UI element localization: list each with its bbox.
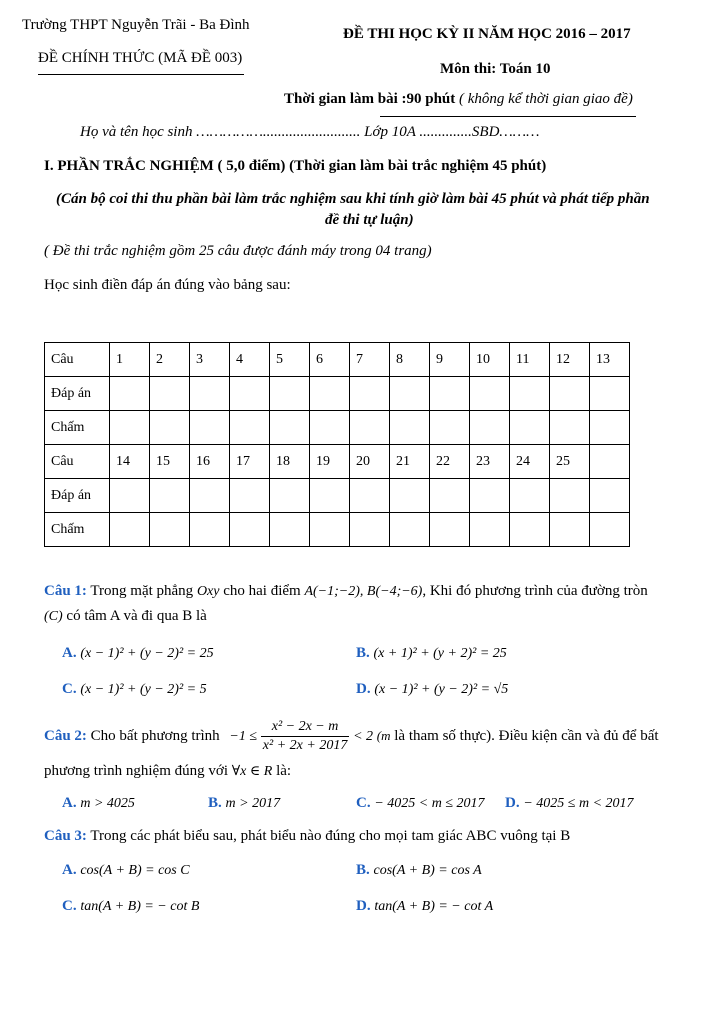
grade-cell: [470, 411, 510, 445]
header-cell: Câu: [45, 445, 110, 479]
question-text: Trong các phát biểu sau, phát biểu nào đúng cho mọi tam giác ABC vuông tại B: [90, 828, 571, 844]
question-number-cell: 4: [230, 343, 270, 377]
question-label: Câu 2:: [44, 727, 87, 744]
answer-cell[interactable]: [190, 479, 230, 513]
question-number-cell: 5: [270, 343, 310, 377]
answer-cell[interactable]: [310, 377, 350, 411]
math-expr: ∀x ∈ R: [231, 764, 273, 779]
grade-cell: [270, 513, 310, 547]
fraction-numerator: x² − 2x − m: [261, 718, 350, 737]
section-title: I. PHẦN TRẮC NGHIỆM ( 5,0 điểm) (Thời gian làm bài trắc nghiệm 45 phút): [44, 158, 547, 174]
question-2: [44, 718, 659, 755]
question-number-cell: 11: [510, 343, 550, 377]
question-3: [44, 828, 570, 845]
fraction-denominator: x² + 2x + 2017: [262, 738, 348, 753]
question-label: Câu 3:: [44, 828, 87, 844]
option-key: C.: [356, 795, 371, 811]
grade-cell: [150, 411, 190, 445]
option-d[interactable]: [356, 681, 508, 698]
answer-cell[interactable]: [550, 479, 590, 513]
option-key: C.: [62, 898, 77, 914]
question-number-cell: 12: [550, 343, 590, 377]
option-key: D.: [356, 898, 371, 914]
page-note: ( Đề thi trắc nghiệm gồm 25 câu được đánh máy trong 04 trang): [44, 243, 432, 259]
option-key: B.: [356, 862, 370, 878]
grade-cell: [350, 513, 390, 547]
option-expr: cos(A + B) = cos C: [80, 863, 190, 878]
option-key: B.: [356, 645, 370, 661]
option-key: D.: [356, 681, 371, 697]
answer-cell[interactable]: [350, 479, 390, 513]
question-text: Trong mặt phẳng: [90, 583, 194, 599]
header-cell: Câu: [45, 343, 110, 377]
option-c[interactable]: [62, 681, 207, 698]
option-key: C.: [62, 681, 77, 697]
question-number-cell: 2: [150, 343, 190, 377]
grade-cell: [230, 513, 270, 547]
grade-cell: [510, 411, 550, 445]
option-expr: (x − 1)² + (y − 2)² = 25: [80, 646, 214, 661]
grade-cell: [390, 411, 430, 445]
question-text: có tâm A và đi qua B là: [66, 608, 207, 624]
grade-cell: [550, 411, 590, 445]
math-expr: −1 ≤: [229, 728, 258, 744]
grade-cell: [190, 513, 230, 547]
answer-table: [44, 342, 630, 547]
question-1-line-2: [44, 608, 207, 625]
student-info-line: Họ và tên học sinh …………….......................... Lớp 10A ..............SBD………: [80, 124, 540, 140]
math-expr: A(−1;−2), B(−4;−6): [304, 584, 423, 599]
answer-cell[interactable]: [590, 479, 630, 513]
question-1: [44, 583, 648, 600]
official-label: ĐỀ CHÍNH THỨC (MÃ ĐỀ 003): [38, 50, 243, 66]
question-number-cell: 24: [510, 445, 550, 479]
time-note: ( không kể thời gian giao đề): [459, 91, 633, 107]
header-cell: Đáp án: [45, 377, 110, 411]
question-number-cell: 7: [350, 343, 390, 377]
answer-cell[interactable]: [110, 479, 150, 513]
answer-cell[interactable]: [470, 377, 510, 411]
option-expr: tan(A + B) = − cot B: [80, 899, 200, 914]
question-number-cell: 13: [590, 343, 630, 377]
divider-left: [38, 74, 244, 75]
answer-cell[interactable]: [590, 377, 630, 411]
option-d[interactable]: [356, 898, 493, 915]
table-row: [45, 411, 630, 445]
question-label: Câu 1:: [44, 583, 87, 599]
math-expr: < 2: [353, 728, 374, 744]
question-number-cell: 3: [190, 343, 230, 377]
section-note-1: (Cán bộ coi thi thu phần bài làm trắc nghiệm sau khi tính giờ làm bài 45 phút và phát tiếp phần: [56, 191, 650, 207]
question-number-cell: 9: [430, 343, 470, 377]
grade-cell: [310, 411, 350, 445]
option-key: A.: [62, 795, 77, 811]
instruction: Học sinh điền đáp án đúng vào bảng sau:: [44, 277, 291, 293]
question-number-cell: 25: [550, 445, 590, 479]
question-number-cell: 22: [430, 445, 470, 479]
question-text: , Khi đó phương trình của đường tròn: [422, 583, 648, 599]
question-text: Cho bất phương trình: [90, 727, 220, 744]
grade-cell: [350, 411, 390, 445]
grade-cell: [110, 411, 150, 445]
option-expr: m > 4025: [80, 796, 135, 811]
question-number-cell: 1: [110, 343, 150, 377]
option-c[interactable]: [356, 795, 485, 812]
school-name: Trường THPT Nguyễn Trãi - Ba Đình: [22, 17, 250, 33]
answer-cell[interactable]: [150, 479, 190, 513]
grade-cell: [590, 411, 630, 445]
answer-cell[interactable]: [430, 377, 470, 411]
grade-cell: [590, 513, 630, 547]
question-number-cell: 16: [190, 445, 230, 479]
option-b[interactable]: [356, 645, 507, 662]
answer-cell[interactable]: [350, 377, 390, 411]
exam-time: [284, 91, 633, 108]
question-number-cell: 10: [470, 343, 510, 377]
option-c[interactable]: [62, 898, 199, 915]
question-number-cell: [590, 445, 630, 479]
option-a[interactable]: [62, 795, 135, 812]
answer-cell[interactable]: [230, 377, 270, 411]
table-row: [45, 479, 630, 513]
fraction: [261, 718, 350, 755]
header-cell: Chấm: [45, 513, 110, 547]
option-expr: − 4025 < m ≤ 2017: [374, 796, 485, 811]
answer-cell[interactable]: [270, 377, 310, 411]
grade-cell: [150, 513, 190, 547]
option-a[interactable]: [62, 862, 190, 879]
option-a[interactable]: [62, 645, 214, 662]
grade-cell: [510, 513, 550, 547]
table-row: [45, 343, 630, 377]
answer-cell[interactable]: [110, 377, 150, 411]
question-number-cell: 20: [350, 445, 390, 479]
exam-title: ĐỀ THI HỌC KỲ II NĂM HỌC 2016 – 2017: [343, 26, 631, 42]
option-key: A.: [62, 862, 77, 878]
question-text: cho hai điểm: [223, 583, 301, 599]
table-row: [45, 513, 630, 547]
answer-cell[interactable]: [190, 377, 230, 411]
grade-cell: [430, 411, 470, 445]
answer-cell[interactable]: [430, 479, 470, 513]
grade-cell: [390, 513, 430, 547]
math-expr: (m: [376, 727, 391, 743]
answer-cell[interactable]: [510, 479, 550, 513]
question-number-cell: 21: [390, 445, 430, 479]
question-number-cell: 19: [310, 445, 350, 479]
header-cell: Đáp án: [45, 479, 110, 513]
answer-cell[interactable]: [390, 479, 430, 513]
option-expr: cos(A + B) = cos A: [373, 863, 482, 878]
option-key: D.: [505, 795, 520, 811]
question-text: phương trình nghiệm đúng với: [44, 763, 228, 779]
grade-cell: [430, 513, 470, 547]
question-text: là:: [276, 763, 292, 779]
option-d[interactable]: [505, 795, 634, 812]
question-number-cell: 23: [470, 445, 510, 479]
answer-cell[interactable]: [150, 377, 190, 411]
answer-cell[interactable]: [310, 479, 350, 513]
question-number-cell: 8: [390, 343, 430, 377]
option-key: B.: [208, 795, 222, 811]
grade-cell: [110, 513, 150, 547]
grade-cell: [230, 411, 270, 445]
option-b[interactable]: [208, 795, 280, 812]
question-text: là tham số thực). Điều kiện cần và đủ để bất: [394, 727, 659, 744]
subject: Môn thi: Toán 10: [440, 61, 551, 77]
divider-right: [380, 116, 636, 117]
grade-cell: [310, 513, 350, 547]
question-number-cell: 14: [110, 445, 150, 479]
math-expr: (C): [44, 609, 63, 624]
option-key: A.: [62, 645, 77, 661]
grade-cell: [550, 513, 590, 547]
answer-cell[interactable]: [230, 479, 270, 513]
option-expr: (x + 1)² + (y + 2)² = 25: [373, 646, 507, 661]
answer-cell[interactable]: [470, 479, 510, 513]
table-row: [45, 377, 630, 411]
option-b[interactable]: [356, 862, 482, 879]
option-expr: (x − 1)² + (y − 2)² = √5: [374, 682, 509, 697]
question-2-line-2: [44, 763, 291, 780]
answer-cell[interactable]: [390, 377, 430, 411]
grade-cell: [190, 411, 230, 445]
answer-cell[interactable]: [510, 377, 550, 411]
grade-cell: [470, 513, 510, 547]
option-expr: − 4025 ≤ m < 2017: [523, 796, 634, 811]
section-note-2: đề thi tự luận): [325, 212, 414, 228]
table-row: [45, 445, 630, 479]
question-number-cell: 6: [310, 343, 350, 377]
question-number-cell: 15: [150, 445, 190, 479]
grade-cell: [270, 411, 310, 445]
header-cell: Chấm: [45, 411, 110, 445]
question-number-cell: 18: [270, 445, 310, 479]
math-expr: Oxy: [196, 584, 220, 599]
answer-cell[interactable]: [550, 377, 590, 411]
option-expr: tan(A + B) = − cot A: [374, 899, 494, 914]
option-expr: (x − 1)² + (y − 2)² = 5: [80, 682, 207, 697]
option-expr: m > 2017: [225, 796, 281, 811]
answer-cell[interactable]: [270, 479, 310, 513]
question-number-cell: 17: [230, 445, 270, 479]
time-label: Thời gian làm bài :90 phút: [284, 91, 456, 107]
